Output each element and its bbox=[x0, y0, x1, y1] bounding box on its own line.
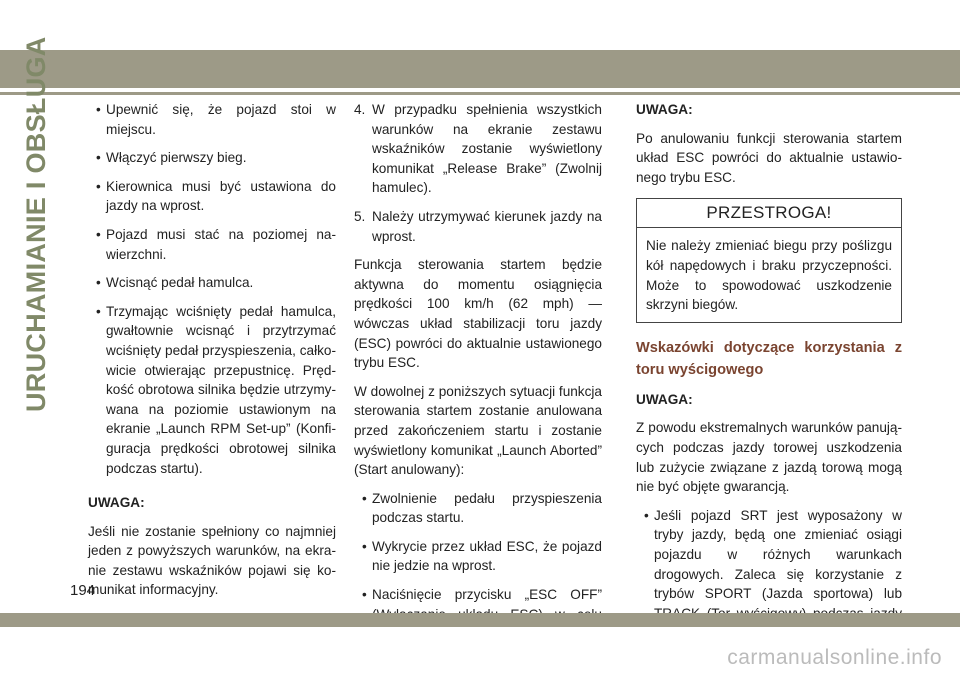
right-column bbox=[636, 100, 902, 652]
chapter-title: URUCHAMIANIE I OBSŁUGA bbox=[21, 36, 51, 412]
footer-bar bbox=[0, 613, 960, 627]
caution-text: Nie należy zmieniać biegu przy poślizgu kół napędowych i braku przyczepności. Może to spowodować uszkodzenie skrzyni biegów. bbox=[646, 238, 892, 313]
watermark-text: carmanualsonline.info bbox=[727, 646, 942, 669]
note-text: Z powodu ekstremalnych warunków panujących podczas jazdy torowej uszkodzenia lub zużycie związane z jazdą torową mogą nie być objęte gwarancją. bbox=[636, 420, 902, 495]
list-item: • Naciśnięcie przycisku „ESC OFF” bbox=[354, 585, 602, 644]
paragraph: W dowolnej z poniższych sytuacji funkcja sterowania startem zostanie anulowana przed zakończeniem startu i zostanie wyświetlony komunikat „Launch Aborted” (Start anulowany): bbox=[354, 383, 602, 478]
note-title: UWAGA: bbox=[636, 102, 693, 117]
caution-title: PRZESTROGA! bbox=[637, 199, 901, 228]
left-column bbox=[88, 100, 336, 609]
step-number: 5. bbox=[354, 208, 366, 224]
note-title: UWAGA: bbox=[88, 495, 145, 511]
note-title: UWAGA: bbox=[636, 391, 693, 407]
list-item: • Pojazd musi stać na poziomej nawierzchni. bbox=[88, 225, 336, 264]
list-item: • Zwolnienie pedału przyspieszenia podczas startu. bbox=[354, 489, 602, 528]
caution-box bbox=[636, 198, 902, 322]
list-item: • Upewnić się, że pojazd stoi w miejscu. bbox=[88, 100, 336, 139]
header-rule bbox=[0, 92, 960, 95]
list-item: • Wcisnąć pedał hamulca. bbox=[88, 273, 336, 293]
numbered-step bbox=[354, 207, 602, 246]
note-text: Po anulowaniu funkcji sterowania startem układ ESC powróci do aktualnie ustawionego trybu ESC. bbox=[636, 130, 902, 185]
list-item: • Trzymając wciśnięty pedał hamulca, gwałtownie wcisnąć i przytrzymać wciśnięty pedał przyspieszenia, całkowicie otwierając przepustnicę. Prędkość obrotowa silnika będzie utrzymywana na poziomie ustawionym na ekranie „Launch RPM Set-up” (Konfiguracja prędkości obrotowej silnika podczas startu). bbox=[88, 302, 336, 478]
step-text: W przypadku spełnienia wszystkich warunków na ekranie zestawu wskaźników zostanie wyświetlony komunikat „Release Brake” (Zwolnij hamulec). bbox=[372, 102, 602, 196]
note-text: Jeśli nie zostanie spełniony co najmniej jeden z powyższych warunków, na ekranie zestawu wskaźników pojawi się komunikat informacyjny. bbox=[88, 523, 336, 598]
list-item: • Kierownica musi być ustawiona do jazdy na wprost. bbox=[88, 177, 336, 216]
section-heading: Wskazówki dotyczące korzystania z toru wyścigowego bbox=[636, 339, 902, 378]
page-number: 194 bbox=[70, 582, 96, 599]
step-text: Należy utrzymywać kierunek jazdy na wprost. bbox=[372, 208, 602, 244]
top-margin bbox=[0, 0, 960, 20]
step-number: 4. bbox=[354, 102, 366, 117]
paragraph: Funkcja sterowania startem będzie aktywna do momentu osiągnięcia prędkości 100 km/h (62 mph) — wówczas układ stabilizacji toru jazdy (ESC) powróci do aktualnie ustawionego trybu ESC. bbox=[354, 257, 602, 371]
list-item: • Wykrycie przez układ ESC, że pojazd nie jedzie na wprost. bbox=[354, 537, 602, 576]
list-item: • Jeśli pojazd SRT jest wyposażony w tryby jazdy, będą one zmieniać osiągi pojazdu w różnych warunkach drogowych. Zaleca się korzystanie z trybów SPORT (Jazda sportowa) lub bbox=[636, 506, 902, 643]
middle-column bbox=[354, 100, 602, 653]
header-bar bbox=[0, 50, 960, 88]
numbered-step bbox=[354, 100, 602, 198]
list-item: • Włączyć pierwszy bieg. bbox=[88, 148, 336, 168]
